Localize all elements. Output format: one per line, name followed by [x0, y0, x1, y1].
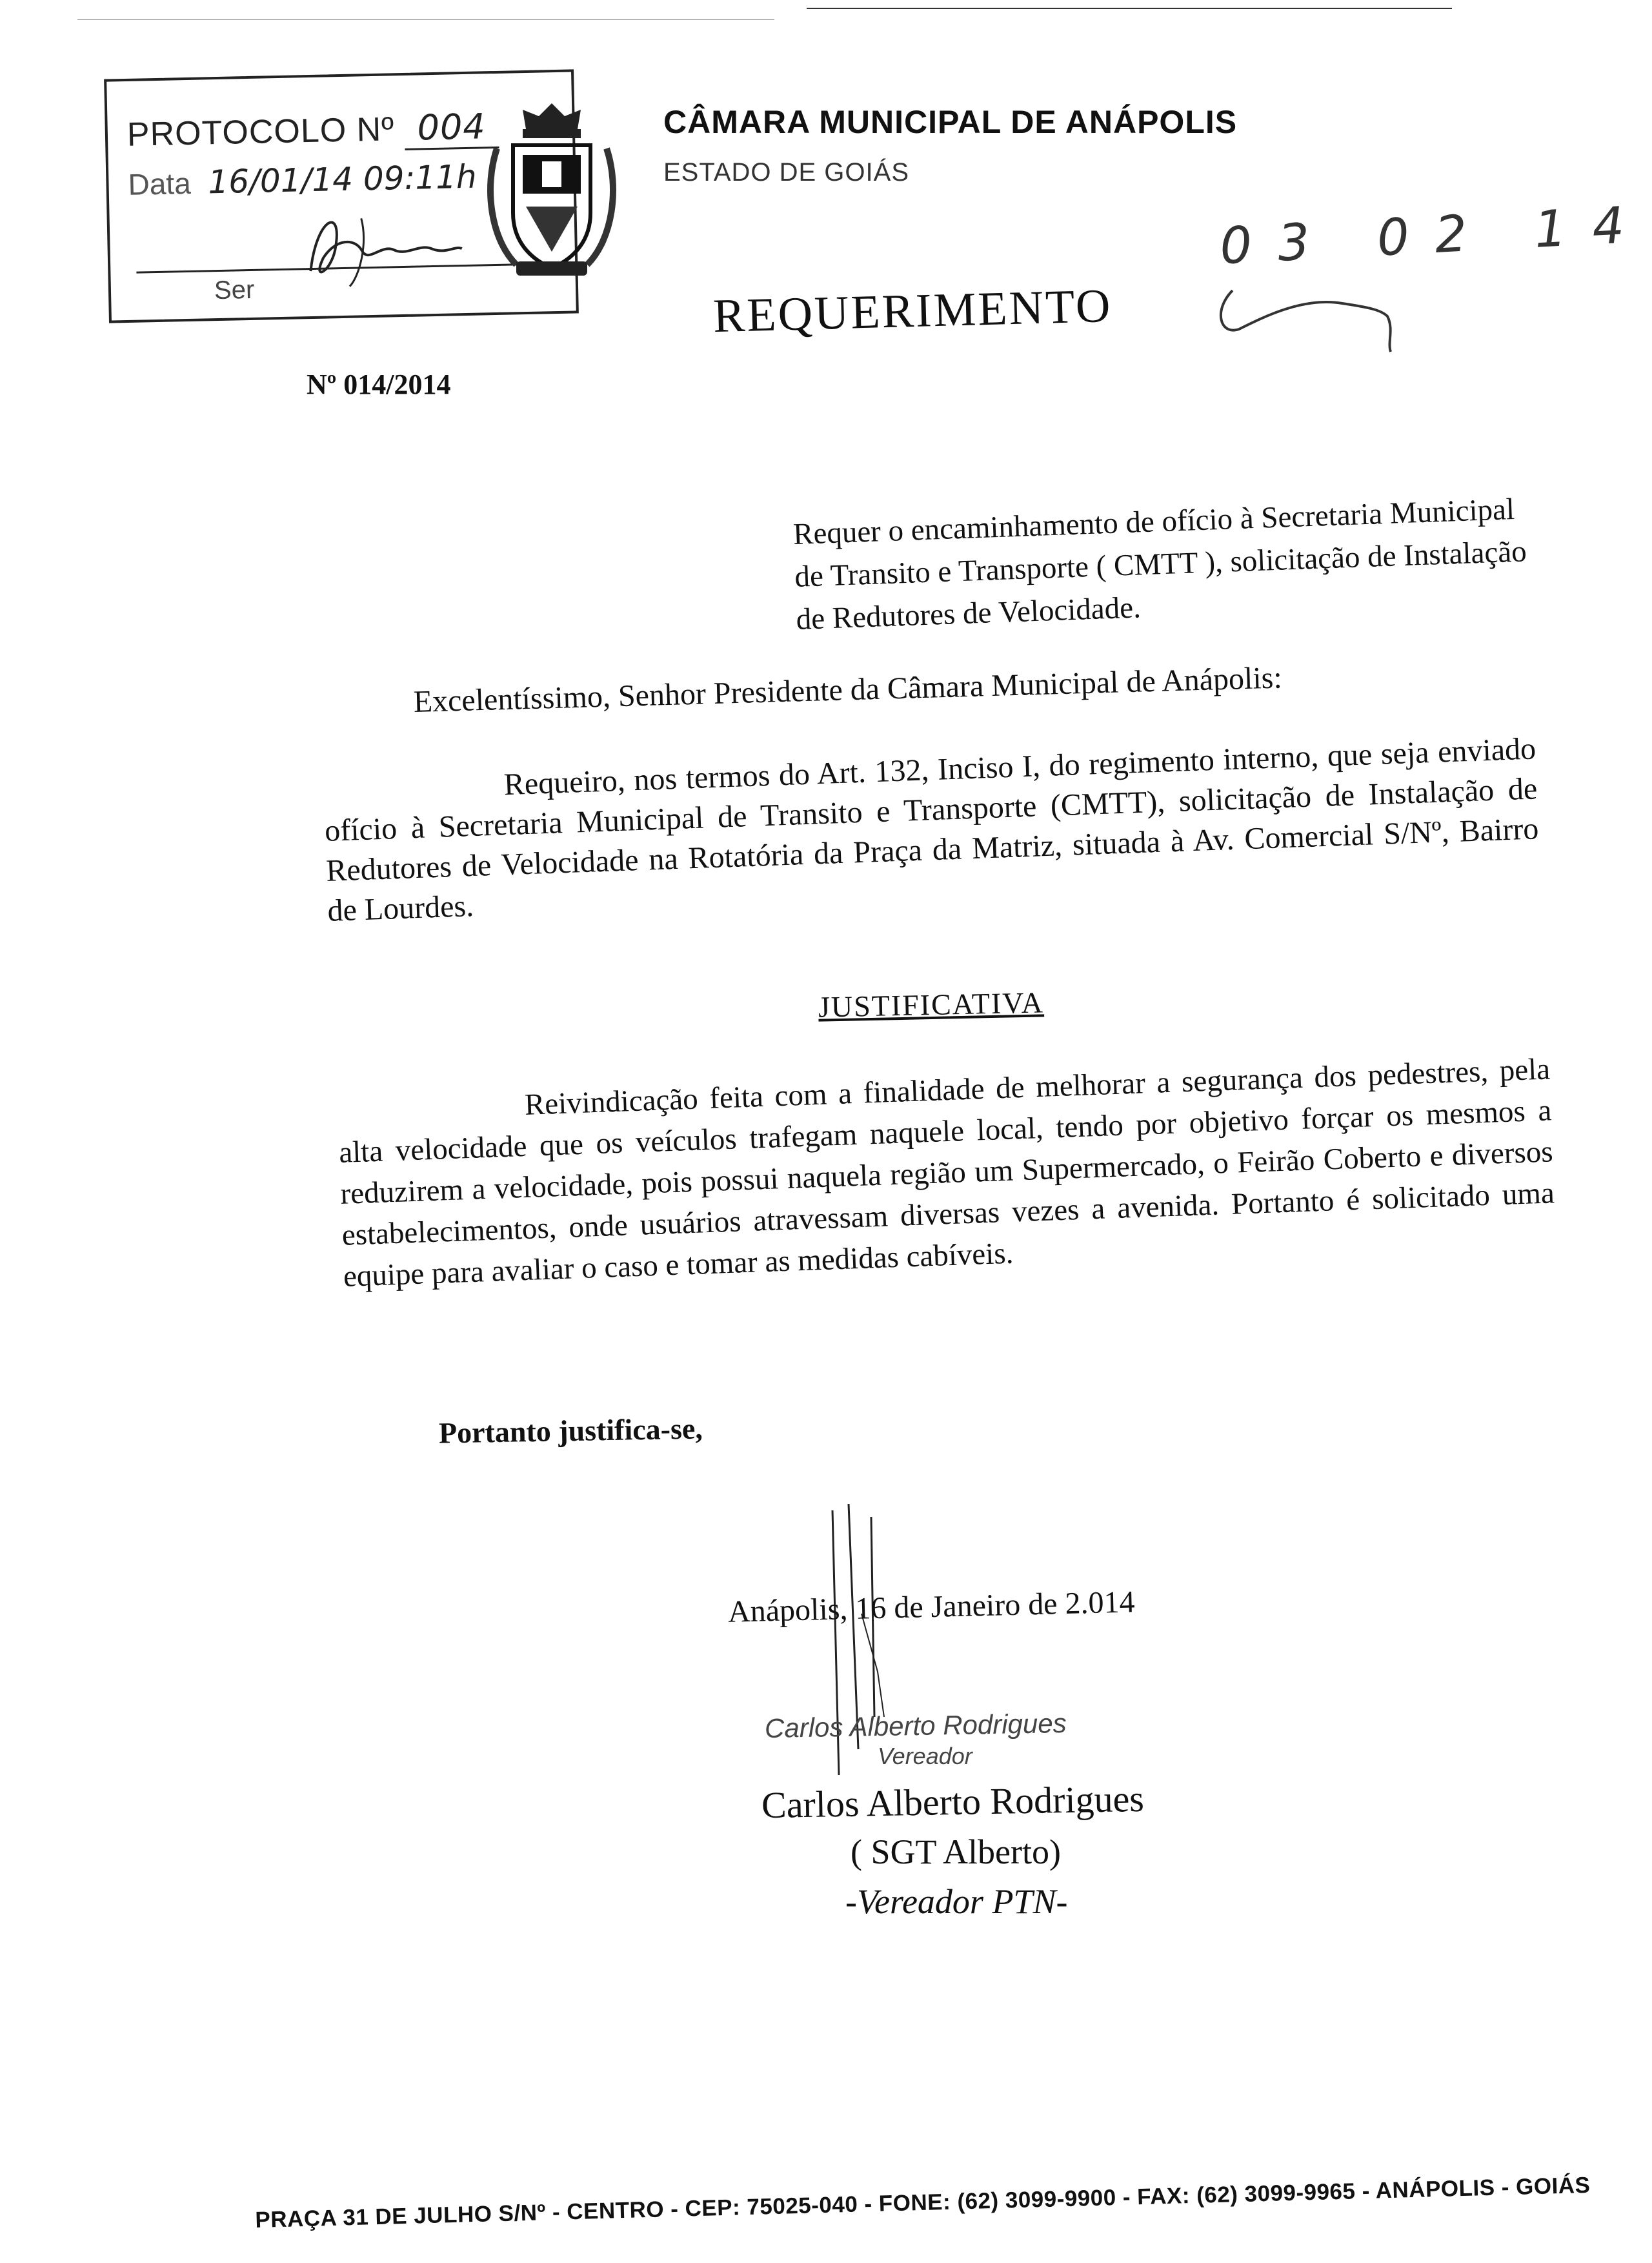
protocol-signature-scribble	[296, 190, 466, 290]
place-and-date: Anápolis, 16 de Janeiro de 2.014	[727, 1585, 1136, 1629]
handwritten-initials	[1213, 271, 1407, 355]
state-name: ESTADO DE GOIÁS	[663, 158, 909, 187]
salutation: Excelentíssimo, Senhor Presidente da Câmara Municipal de Anápolis:	[413, 660, 1283, 719]
protocol-date: 16/01/14 09:11h	[207, 157, 478, 201]
institution-name: CÂMARA MUNICIPAL DE ANÁPOLIS	[663, 104, 1238, 140]
signature-stamp-name: Carlos Alberto Rodrigues	[764, 1707, 1067, 1744]
protocol-label: PROTOCOLO Nº	[126, 110, 395, 154]
stamp-signature-label: Ser	[214, 275, 255, 305]
justification-body: Reivindicação feita com a finalidade de melhorar a segurança dos pedestres, pela alta velocidade que os veículos trafegam naquele local, tendo por objetivo forçar os mesmos a reduzirem a velocidade, pois possui naquela região um Supermercado, o Feirão Coberto e diversos estabelecimentos, onde usuários atravessam diversas vezes a avenida. Portanto é solicitado uma equipe para avaliar o caso e tomar as medidas cabíveis.	[338, 1052, 1555, 1294]
protocol-line	[126, 106, 499, 154]
document-summary: Requer o encaminhamento de ofício à Secretaria Municipal de Transito e Transporte ( CMTT ), solicitação de Instalação de Redutores de Velocidade.	[792, 492, 1527, 636]
justification-heading: JUSTIFICATIVA	[818, 986, 1045, 1024]
signature-stamp-role: Vereador	[878, 1743, 972, 1769]
signer-name: Carlos Alberto Rodrigues	[761, 1777, 1145, 1827]
document-title: REQUERIMENTO	[712, 279, 1113, 343]
scan-edge-line-2	[77, 19, 774, 20]
scan-edge-line	[807, 8, 1452, 9]
coat-of-arms-icon	[478, 90, 626, 284]
document-number: Nº 014/2014	[307, 369, 451, 400]
footer-address: PRAÇA 31 DE JULHO S/Nº - CENTRO - CEP: 75025-040 - FONE: (62) 3099-9900 - FAX: (62) 3099-9965 - ANÁPOLIS - GOIÁS	[255, 2172, 1591, 2233]
date-label: Data	[128, 166, 192, 201]
request-body: Requeiro, nos termos do Art. 132, Inciso I, do regimento interno, que seja enviado ofício à Secretaria Municipal de Transito e Transporte (CMTT), solicitação de Instalação de Redutores de Velocidade na Rotatória da Praça da Matriz, situada à Av. Comercial S/Nº, Bairro de Lourdes.	[324, 731, 1540, 928]
protocol-number: 004	[404, 106, 499, 150]
signer-role: -Vereador PTN-	[845, 1882, 1068, 1921]
handwritten-date: 03 02 14	[1218, 195, 1652, 276]
signer-nickname: ( SGT Alberto)	[851, 1832, 1061, 1871]
closing-line: Portanto justifica-se,	[438, 1412, 703, 1450]
